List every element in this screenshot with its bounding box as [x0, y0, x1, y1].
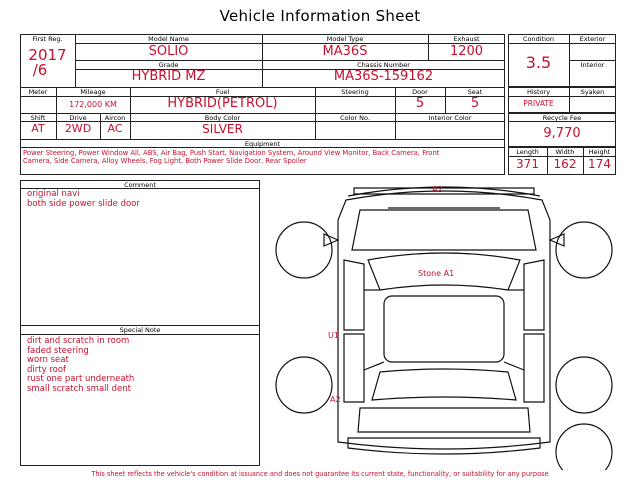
door-label: Door — [412, 88, 428, 96]
exhaust-value: 1200 — [449, 44, 484, 59]
syaken-label: Syaken — [580, 88, 605, 96]
comment-line: both side power slide door — [27, 198, 140, 209]
mark-left-door: U1 — [328, 331, 339, 340]
door-value: 5 — [415, 96, 425, 111]
mileage-value: 172,000 KM — [69, 100, 117, 109]
rear-window — [372, 369, 516, 400]
special-note-line: rust one part underneath — [27, 374, 135, 384]
width-label: Width — [555, 148, 575, 156]
chassis-value: MA36S-159162 — [333, 69, 434, 84]
disclaimer-footer: This sheet reflects the vehicle's condition at issuance and does not guarantee its current state, functionality, or suitability for any purpose — [91, 470, 549, 478]
hood — [352, 210, 536, 250]
height-label: Height — [588, 148, 611, 156]
rear-right-door — [524, 334, 544, 402]
condition-score: 3.5 — [525, 53, 552, 72]
special-note-list — [27, 337, 134, 394]
history-label: History — [526, 88, 551, 96]
comment-label: Comment — [124, 181, 156, 189]
wheel-rear-right — [556, 357, 612, 413]
condition-label: Condition — [522, 35, 555, 43]
width-value: 162 — [553, 157, 577, 171]
chassis-label: Chassis Number — [357, 61, 410, 69]
special-note-line: small scratch small dent — [27, 383, 131, 394]
fuel-label: Fuel — [215, 88, 230, 96]
aircon-value: AC — [107, 122, 123, 135]
special-note-label: Special Note — [119, 326, 161, 334]
car-damage-diagram — [268, 180, 620, 470]
length-label: Length — [516, 148, 539, 156]
aircon-label: Aircon — [104, 114, 126, 122]
car-body-outline — [338, 191, 550, 449]
roof — [384, 296, 504, 362]
color-no-label: Color No. — [340, 114, 370, 122]
special-note-line: faded steering — [27, 345, 89, 356]
front-left-door — [344, 260, 364, 330]
drive-label: Drive — [69, 114, 87, 122]
special-note-line: worn seat — [27, 355, 69, 365]
body-color-value: SILVER — [202, 122, 243, 136]
front-right-door — [524, 260, 544, 330]
page-title: Vehicle Information Sheet — [219, 7, 421, 25]
equipment-text: Power Steering, Power Window All, ABS, Air Bag, Push Start, Navigation System, Around View Monitor, Back Camera, Front Camera, Side Camera, Alloy Wheels, Fog Light, Both Power Slide Door, Rear Spoiler — [23, 149, 440, 165]
shift-value: AT — [31, 122, 45, 135]
mark-rear-left: A2 — [330, 395, 341, 404]
exterior-label: Exterior — [579, 35, 606, 43]
first-reg-month: /6 — [32, 61, 48, 79]
model-name-label: Model Name — [148, 35, 189, 43]
equipment-label: Equipment — [244, 140, 281, 148]
exhaust-label: Exhaust — [453, 35, 480, 43]
interior-color-label: Interior Color — [428, 114, 472, 122]
model-type-label: Model Type — [326, 35, 364, 43]
first-reg-year: 2017 — [28, 46, 67, 64]
grade-label: Grade — [158, 61, 179, 69]
recycle-label: Recycle Fee — [542, 114, 582, 122]
comment-list — [27, 190, 140, 209]
mileage-label: Mileage — [80, 88, 106, 96]
wheel-front-right — [556, 222, 612, 278]
rear-left-door — [344, 334, 364, 402]
spare-wheel — [556, 424, 612, 470]
body-color-label: Body Color — [204, 114, 241, 122]
drive-value: 2WD — [64, 122, 92, 135]
steering-label: Steering — [341, 88, 369, 96]
shift-label: Shift — [30, 114, 46, 122]
seat-label: Seat — [467, 88, 483, 96]
mark-front-bumper: A2 — [432, 185, 443, 194]
model-name-value: SOLIO — [148, 44, 189, 59]
model-type-value: MA36S — [322, 44, 368, 59]
comment-line: original navi — [27, 189, 80, 199]
meter-label: Meter — [28, 88, 48, 96]
length-value: 371 — [516, 157, 539, 171]
seat-value: 5 — [470, 96, 480, 111]
special-note-line: dirty roof — [27, 364, 67, 375]
interior-label: Interior — [580, 61, 605, 69]
history-value: PRIVATE — [523, 99, 554, 108]
fuel-value: HYBRID(PETROL) — [167, 96, 278, 111]
height-value: 174 — [588, 157, 611, 171]
wheel-front-left — [276, 222, 332, 278]
recycle-value: 9,770 — [543, 126, 581, 141]
mark-windshield: Stone A1 — [418, 269, 455, 278]
grade-value: HYBRID MZ — [131, 69, 206, 84]
first-reg-label: First Reg. — [32, 35, 63, 43]
special-note-line: dirt and scratch in room — [27, 336, 130, 346]
tailgate — [358, 408, 530, 432]
notes-panel — [20, 180, 260, 466]
wheel-rear-left — [276, 357, 332, 413]
